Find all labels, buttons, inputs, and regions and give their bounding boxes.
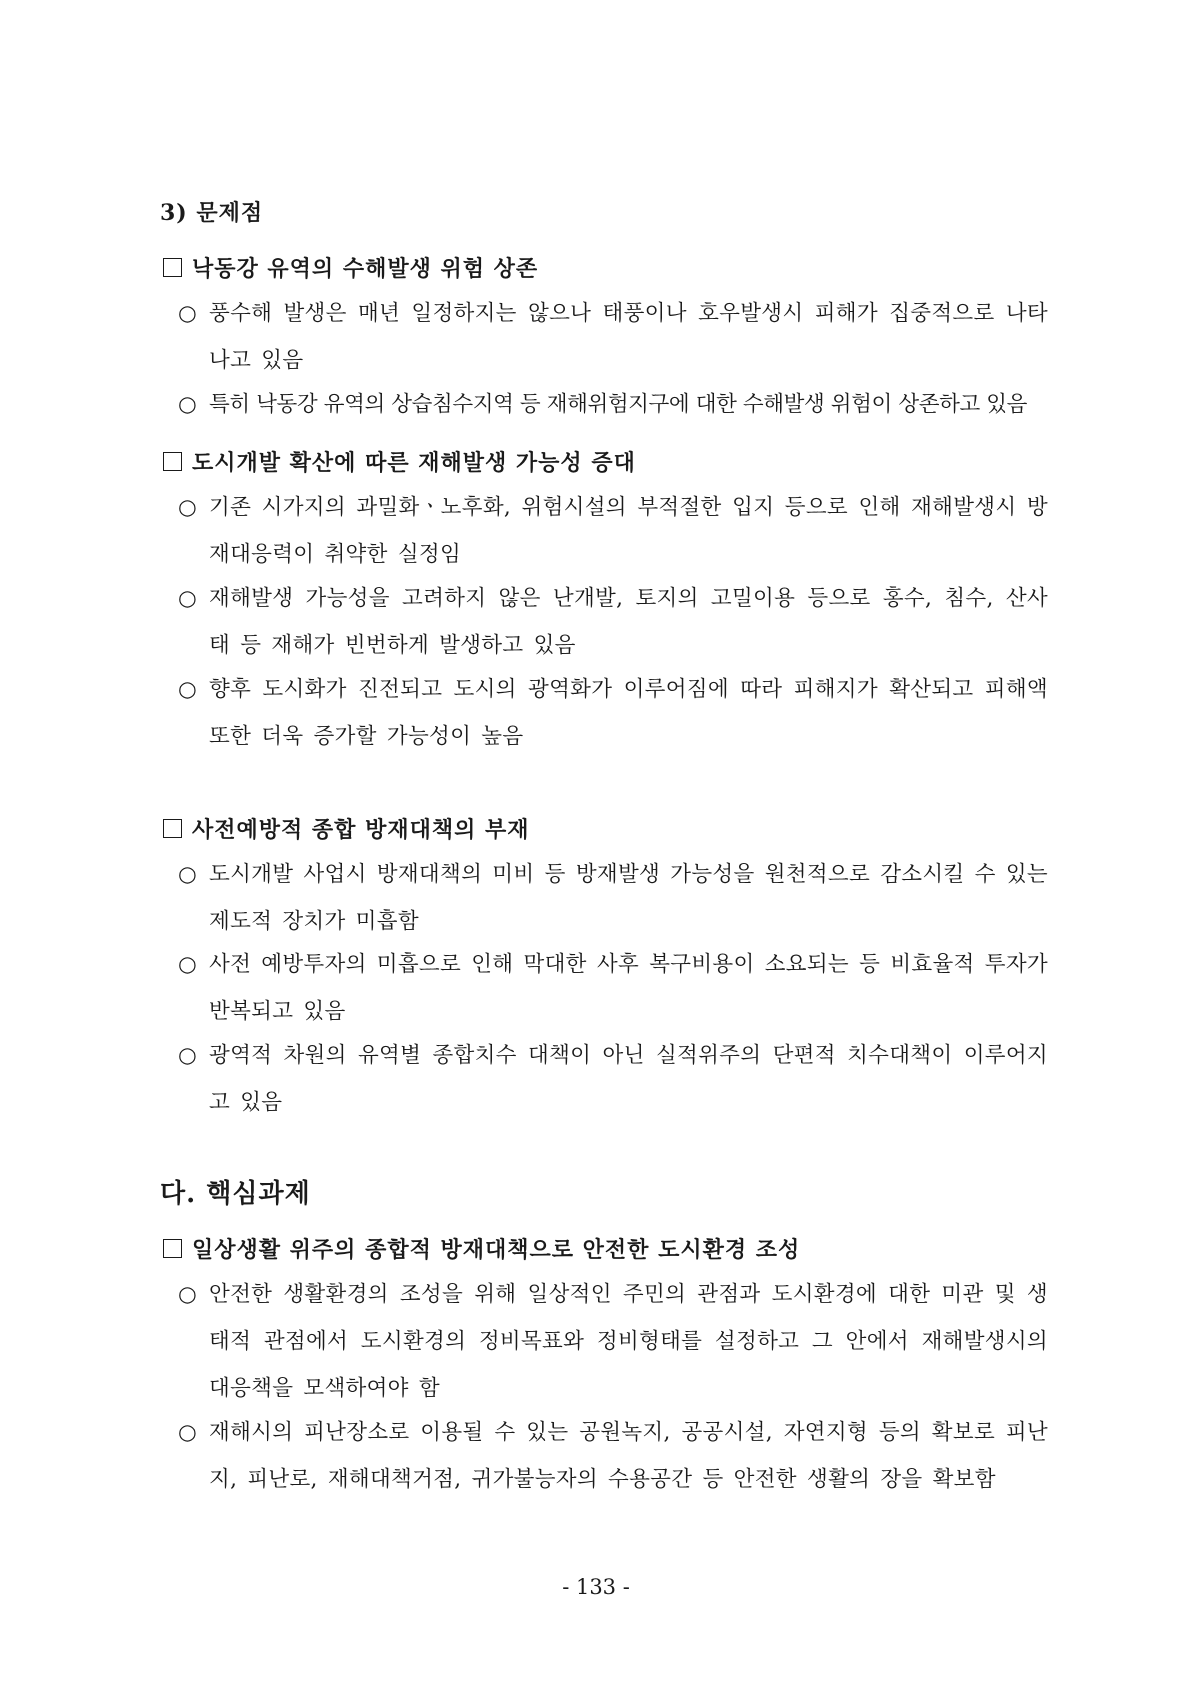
circle-bullet-icon: ○ [178, 586, 197, 611]
circle-bullet-icon: ○ [178, 862, 197, 887]
circle-bullet-icon: ○ [178, 1420, 197, 1445]
list-item-text: 재해발생 가능성을 고려하지 않은 난개발, 토지의 고밀이용 등으로 홍수, 침수, 산사태 등 재해가 빈번하게 발생하고 있음 [209, 586, 1048, 658]
page-number: - 133 - [562, 1575, 630, 1599]
checkbox-square-icon [163, 819, 182, 838]
list-item [178, 290, 1048, 384]
major-heading: 다. 핵심과제 [160, 1179, 311, 1209]
list-item-text: 특히 낙동강 유역의 상습침수지역 등 재해위험지구에 대한 수해발생 위험이 상존하고 있음 [209, 392, 1027, 417]
list-item [178, 941, 1048, 1035]
list-item-text: 향후 도시화가 진전되고 도시의 광역화가 이루어짐에 따라 피해지가 확산되고 피해액 또한 더욱 증가할 가능성이 높음 [209, 677, 1048, 749]
circle-bullet-icon: ○ [178, 1282, 197, 1307]
list-item [178, 575, 1048, 669]
section-heading-2: 도시개발 확산에 따른 재해발생 가능성 증대 [163, 446, 636, 477]
list-item-text: 광역적 차원의 유역별 종합치수 대책이 아닌 실적위주의 단편적 치수대책이 이루어지고 있음 [209, 1043, 1048, 1115]
circle-bullet-icon: ○ [178, 952, 197, 977]
checkbox-square-icon [163, 1239, 182, 1258]
list-item [178, 1409, 1048, 1503]
checkbox-square-icon [163, 258, 182, 277]
list-item-text: 기존 시가지의 과밀화ㆍ노후화, 위험시설의 부적절한 입지 등으로 인해 재해발생시 방재대응력이 취약한 실정임 [209, 495, 1048, 567]
list-item-text: 재해시의 피난장소로 이용될 수 있는 공원녹지, 공공시설, 자연지형 등의 확보로 피난지, 피난로, 재해대책거점, 귀가불능자의 수용공간 등 안전한 생활의 장을 확보함 [209, 1420, 1048, 1492]
list-item [178, 851, 1048, 945]
list-item [178, 484, 1048, 578]
list-item [178, 381, 1048, 428]
checkbox-square-icon [163, 452, 182, 471]
list-item-text: 도시개발 사업시 방재대책의 미비 등 방재발생 가능성을 원천적으로 감소시킬 수 있는 제도적 장치가 미흡함 [209, 862, 1048, 934]
circle-bullet-icon: ○ [178, 495, 197, 520]
circle-bullet-icon: ○ [178, 301, 197, 326]
list-item-text: 풍수해 발생은 매년 일정하지는 않으나 태풍이나 호우발생시 피해가 집중적으로 나타나고 있음 [209, 301, 1048, 373]
section-heading-3: 사전예방적 종합 방재대책의 부재 [163, 813, 530, 844]
circle-bullet-icon: ○ [178, 677, 197, 702]
list-item [178, 1032, 1048, 1126]
circle-bullet-icon: ○ [178, 392, 197, 417]
section-heading-core: 일상생활 위주의 종합적 방재대책으로 안전한 도시환경 조성 [163, 1233, 800, 1264]
subsection-heading: 3) 문제점 [160, 200, 264, 226]
circle-bullet-icon: ○ [178, 1043, 197, 1068]
list-item-text: 사전 예방투자의 미흡으로 인해 막대한 사후 복구비용이 소요되는 등 비효율적 투자가 반복되고 있음 [209, 952, 1048, 1024]
section-heading-1: 낙동강 유역의 수해발생 위험 상존 [163, 252, 538, 283]
list-item [178, 1271, 1048, 1412]
list-item-text: 안전한 생활환경의 조성을 위해 일상적인 주민의 관점과 도시환경에 대한 미관 및 생태적 관점에서 도시환경의 정비목표와 정비형태를 설정하고 그 안에서 재해발생시의 대응책을 모색하여야 함 [209, 1282, 1048, 1401]
list-item [178, 666, 1048, 760]
